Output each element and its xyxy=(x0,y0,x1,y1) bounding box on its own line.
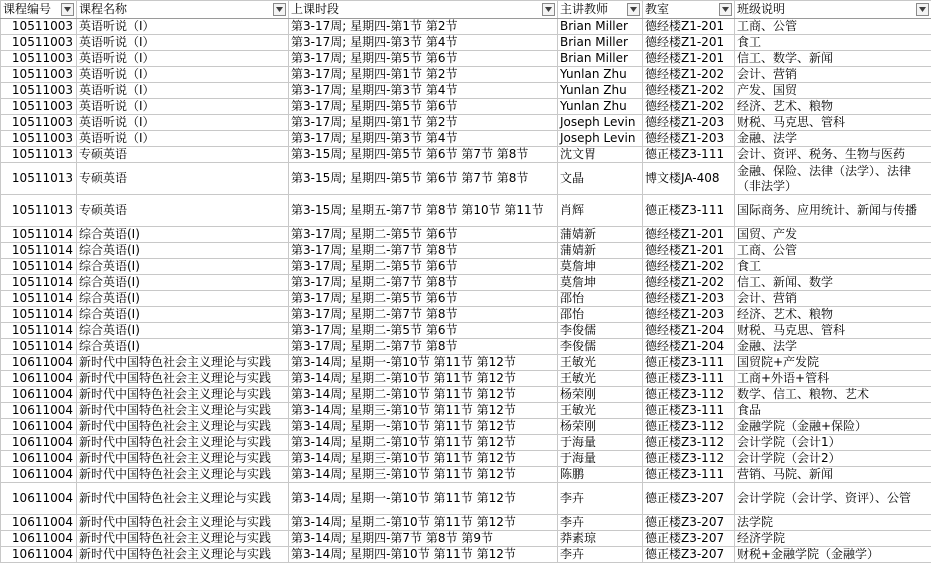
course-code-cell[interactable]: 10511014 xyxy=(1,259,77,275)
table-row xyxy=(1,83,931,99)
table-row xyxy=(1,131,931,147)
teacher-cell[interactable]: 莫詹坤 xyxy=(558,259,643,275)
dropdown-arrow-icon xyxy=(545,7,552,12)
course-code-cell[interactable]: 10611004 xyxy=(1,547,77,563)
table-row xyxy=(1,259,931,275)
teacher-cell[interactable]: 肖辉 xyxy=(558,195,643,227)
teacher-cell[interactable]: 蒲婧新 xyxy=(558,227,643,243)
classroom-cell[interactable]: 德经楼Z1-202 xyxy=(643,99,735,115)
header-cell-course-name xyxy=(77,1,289,19)
table-row xyxy=(1,483,931,515)
course-name-cell[interactable]: 英语听说（Ⅰ） xyxy=(77,83,289,99)
classroom-cell[interactable]: 德正楼Z3-207 xyxy=(643,547,735,563)
class-time-cell[interactable]: 第3-17周; 星期四-第3节 第4节 xyxy=(289,35,558,51)
class-time-cell[interactable]: 第3-17周; 星期四-第3节 第4节 xyxy=(289,83,558,99)
class-time-cell[interactable]: 第3-14周; 星期一-第10节 第11节 第12节 xyxy=(289,483,558,515)
teacher-cell[interactable]: 王敏光 xyxy=(558,371,643,387)
course-name-cell[interactable]: 综合英语(Ⅰ) xyxy=(77,259,289,275)
course-name-cell[interactable]: 新时代中国特色社会主义理论与实践 xyxy=(77,467,289,483)
table-row xyxy=(1,419,931,435)
classroom-cell[interactable]: 德正楼Z3-207 xyxy=(643,531,735,547)
teacher-cell[interactable]: 李俊儒 xyxy=(558,323,643,339)
classroom-cell[interactable]: 德经楼Z1-201 xyxy=(643,227,735,243)
course-name-cell[interactable]: 综合英语(Ⅰ) xyxy=(77,243,289,259)
course-name-cell[interactable]: 综合英语(Ⅰ) xyxy=(77,291,289,307)
course-code-cell[interactable]: 10511014 xyxy=(1,307,77,323)
header-label: 课程编号 xyxy=(3,2,52,16)
course-code-cell[interactable]: 10611004 xyxy=(1,419,77,435)
header-label: 主讲教师 xyxy=(560,2,609,16)
class-time-cell[interactable]: 第3-17周; 星期二-第7节 第8节 xyxy=(289,307,558,323)
class-notes-cell[interactable]: 经济、艺术、粮物 xyxy=(735,99,931,115)
table-row xyxy=(1,451,931,467)
course-name-cell[interactable]: 综合英语(Ⅰ) xyxy=(77,323,289,339)
class-time-cell[interactable]: 第3-17周; 星期四-第3节 第4节 xyxy=(289,131,558,147)
table-row xyxy=(1,547,931,563)
table-row xyxy=(1,99,931,115)
teacher-cell[interactable]: 于海量 xyxy=(558,435,643,451)
classroom-cell[interactable]: 德经楼Z1-201 xyxy=(643,19,735,35)
table-row xyxy=(1,531,931,547)
course-name-cell[interactable]: 专硕英语 xyxy=(77,195,289,227)
table-row xyxy=(1,35,931,51)
class-notes-cell[interactable]: 会计、资评、税务、生物与医药 xyxy=(735,147,931,163)
course-name-cell[interactable]: 英语听说（Ⅰ） xyxy=(77,99,289,115)
class-time-cell[interactable]: 第3-17周; 星期四-第1节 第2节 xyxy=(289,19,558,35)
course-name-cell[interactable]: 英语听说（Ⅰ） xyxy=(77,67,289,83)
classroom-cell[interactable]: 德正楼Z3-112 xyxy=(643,451,735,467)
class-time-cell[interactable]: 第3-14周; 星期四-第7节 第8节 第9节 xyxy=(289,531,558,547)
course-code-cell[interactable]: 10511013 xyxy=(1,163,77,195)
classroom-cell[interactable]: 德经楼Z1-203 xyxy=(643,307,735,323)
table-row xyxy=(1,19,931,35)
classroom-cell[interactable]: 德经楼Z1-201 xyxy=(643,35,735,51)
course-code-cell[interactable]: 10511013 xyxy=(1,147,77,163)
course-code-cell[interactable]: 10611004 xyxy=(1,451,77,467)
course-name-cell[interactable]: 综合英语(Ⅰ) xyxy=(77,307,289,323)
teacher-cell[interactable]: 蒲婧新 xyxy=(558,243,643,259)
table-row xyxy=(1,147,931,163)
dropdown-arrow-icon xyxy=(630,7,637,12)
class-time-cell[interactable]: 第3-15周; 星期五-第7节 第8节 第10节 第11节 xyxy=(289,195,558,227)
course-code-cell[interactable]: 10611004 xyxy=(1,531,77,547)
teacher-cell[interactable]: 陈鹏 xyxy=(558,467,643,483)
header-cell-class-notes xyxy=(735,1,931,19)
class-notes-cell[interactable]: 国际商务、应用统计、新闻与传播 xyxy=(735,195,931,227)
table-row xyxy=(1,275,931,291)
class-time-cell[interactable]: 第3-17周; 星期四-第5节 第6节 xyxy=(289,51,558,67)
header-row xyxy=(1,1,931,19)
course-code-cell[interactable]: 10511014 xyxy=(1,243,77,259)
classroom-cell[interactable]: 德经楼Z1-203 xyxy=(643,115,735,131)
course-code-cell[interactable]: 10511014 xyxy=(1,323,77,339)
teacher-cell[interactable]: 李卉 xyxy=(558,515,643,531)
course-code-cell[interactable]: 10511003 xyxy=(1,131,77,147)
course-name-cell[interactable]: 综合英语(Ⅰ) xyxy=(77,227,289,243)
class-time-cell[interactable]: 第3-14周; 星期四-第10节 第11节 第12节 xyxy=(289,547,558,563)
class-time-cell[interactable]: 第3-17周; 星期二-第5节 第6节 xyxy=(289,291,558,307)
teacher-cell[interactable]: 文晶 xyxy=(558,163,643,195)
teacher-cell[interactable]: Yunlan Zhu xyxy=(558,83,643,99)
class-time-cell[interactable]: 第3-17周; 星期二-第5节 第6节 xyxy=(289,227,558,243)
table-row xyxy=(1,195,931,227)
classroom-cell[interactable]: 德经楼Z1-201 xyxy=(643,51,735,67)
course-name-cell[interactable]: 新时代中国特色社会主义理论与实践 xyxy=(77,515,289,531)
dropdown-arrow-icon xyxy=(722,7,729,12)
table-row xyxy=(1,291,931,307)
table-row xyxy=(1,435,931,451)
filter-dropdown-button[interactable] xyxy=(542,3,555,16)
class-notes-cell[interactable]: 会计、营销 xyxy=(735,291,931,307)
teacher-cell[interactable]: 莽素琼 xyxy=(558,531,643,547)
class-time-cell[interactable]: 第3-17周; 星期二-第5节 第6节 xyxy=(289,323,558,339)
table-row xyxy=(1,163,931,195)
class-time-cell[interactable]: 第3-14周; 星期一-第10节 第11节 第12节 xyxy=(289,355,558,371)
table-row xyxy=(1,515,931,531)
class-time-cell[interactable]: 第3-14周; 星期二-第10节 第11节 第12节 xyxy=(289,435,558,451)
classroom-cell[interactable]: 德正楼Z3-207 xyxy=(643,515,735,531)
course-name-cell[interactable]: 综合英语(Ⅰ) xyxy=(77,339,289,355)
class-time-cell[interactable]: 第3-14周; 星期三-第10节 第11节 第12节 xyxy=(289,451,558,467)
course-code-cell[interactable]: 10511013 xyxy=(1,195,77,227)
class-notes-cell[interactable]: 信工、新闻、数学 xyxy=(735,275,931,291)
class-notes-cell[interactable]: 财税、马克思、管科 xyxy=(735,115,931,131)
classroom-cell[interactable]: 德经楼Z1-204 xyxy=(643,323,735,339)
class-notes-cell[interactable]: 会计学院（会计2） xyxy=(735,451,931,467)
course-code-cell[interactable]: 10511003 xyxy=(1,67,77,83)
teacher-cell[interactable]: 王敏光 xyxy=(558,355,643,371)
classroom-cell[interactable]: 德经楼Z1-202 xyxy=(643,83,735,99)
classroom-cell[interactable]: 德正楼Z3-111 xyxy=(643,147,735,163)
course-name-cell[interactable]: 新时代中国特色社会主义理论与实践 xyxy=(77,451,289,467)
course-code-cell[interactable]: 10511014 xyxy=(1,339,77,355)
class-time-cell[interactable]: 第3-17周; 星期二-第7节 第8节 xyxy=(289,243,558,259)
class-notes-cell[interactable]: 金融、法学 xyxy=(735,131,931,147)
teacher-cell[interactable]: 李俊儒 xyxy=(558,339,643,355)
course-code-cell[interactable]: 10511003 xyxy=(1,99,77,115)
table-row xyxy=(1,403,931,419)
class-notes-cell[interactable]: 食工 xyxy=(735,259,931,275)
table-row xyxy=(1,227,931,243)
course-name-cell[interactable]: 专硕英语 xyxy=(77,163,289,195)
class-notes-cell[interactable]: 工商+外语+管科 xyxy=(735,371,931,387)
classroom-cell[interactable]: 德经楼Z1-204 xyxy=(643,339,735,355)
header-cell-classroom xyxy=(643,1,735,19)
class-notes-cell[interactable]: 金融、法学 xyxy=(735,339,931,355)
filter-dropdown-button[interactable] xyxy=(916,3,929,16)
course-name-cell[interactable]: 英语听说（Ⅰ） xyxy=(77,131,289,147)
classroom-cell[interactable]: 德正楼Z3-111 xyxy=(643,355,735,371)
teacher-cell[interactable]: Yunlan Zhu xyxy=(558,99,643,115)
class-notes-cell[interactable]: 产发、国贸 xyxy=(735,83,931,99)
classroom-cell[interactable]: 德正楼Z3-207 xyxy=(643,483,735,515)
class-notes-cell[interactable]: 数学、信工、粮物、艺术 xyxy=(735,387,931,403)
class-time-cell[interactable]: 第3-17周; 星期四-第1节 第2节 xyxy=(289,115,558,131)
teacher-cell[interactable]: 邵怡 xyxy=(558,291,643,307)
teacher-cell[interactable]: Brian Miller xyxy=(558,51,643,67)
class-time-cell[interactable]: 第3-14周; 星期一-第10节 第11节 第12节 xyxy=(289,419,558,435)
class-notes-cell[interactable]: 金融学院（金融+保险） xyxy=(735,419,931,435)
class-notes-cell[interactable]: 法学院 xyxy=(735,515,931,531)
course-code-cell[interactable]: 10511003 xyxy=(1,83,77,99)
classroom-cell[interactable]: 博文楼JA-408 xyxy=(643,163,735,195)
course-name-cell[interactable]: 新时代中国特色社会主义理论与实践 xyxy=(77,387,289,403)
teacher-cell[interactable]: 杨荣刚 xyxy=(558,387,643,403)
course-code-cell[interactable]: 10511003 xyxy=(1,51,77,67)
course-code-cell[interactable]: 10611004 xyxy=(1,515,77,531)
course-code-cell[interactable]: 10611004 xyxy=(1,483,77,515)
course-name-cell[interactable]: 新时代中国特色社会主义理论与实践 xyxy=(77,419,289,435)
table-row xyxy=(1,307,931,323)
class-time-cell[interactable]: 第3-15周; 星期四-第5节 第6节 第7节 第8节 xyxy=(289,163,558,195)
dropdown-arrow-icon xyxy=(919,7,926,12)
dropdown-arrow-icon xyxy=(64,7,71,12)
teacher-cell[interactable]: Joseph Levin xyxy=(558,131,643,147)
course-name-cell[interactable]: 新时代中国特色社会主义理论与实践 xyxy=(77,371,289,387)
header-cell-teacher xyxy=(558,1,643,19)
class-time-cell[interactable]: 第3-14周; 星期二-第10节 第11节 第12节 xyxy=(289,387,558,403)
teacher-cell[interactable]: 王敏光 xyxy=(558,403,643,419)
class-time-cell[interactable]: 第3-17周; 星期二-第5节 第6节 xyxy=(289,259,558,275)
table-row xyxy=(1,51,931,67)
course-code-cell[interactable]: 10511003 xyxy=(1,35,77,51)
course-code-cell[interactable]: 10511003 xyxy=(1,115,77,131)
teacher-cell[interactable]: Joseph Levin xyxy=(558,115,643,131)
class-time-cell[interactable]: 第3-14周; 星期二-第10节 第11节 第12节 xyxy=(289,515,558,531)
class-time-cell[interactable]: 第3-14周; 星期三-第10节 第11节 第12节 xyxy=(289,403,558,419)
course-name-cell[interactable]: 新时代中国特色社会主义理论与实践 xyxy=(77,531,289,547)
course-name-cell[interactable]: 新时代中国特色社会主义理论与实践 xyxy=(77,403,289,419)
class-time-cell[interactable]: 第3-17周; 星期四-第1节 第2节 xyxy=(289,67,558,83)
classroom-cell[interactable]: 德经楼Z1-201 xyxy=(643,243,735,259)
class-time-cell[interactable]: 第3-17周; 星期二-第7节 第8节 xyxy=(289,275,558,291)
teacher-cell[interactable]: Brian Miller xyxy=(558,35,643,51)
course-code-cell[interactable]: 10611004 xyxy=(1,435,77,451)
table-row xyxy=(1,323,931,339)
course-code-cell[interactable]: 10511014 xyxy=(1,291,77,307)
course-code-cell[interactable]: 10511014 xyxy=(1,227,77,243)
table-row xyxy=(1,387,931,403)
teacher-cell[interactable]: 莫詹坤 xyxy=(558,275,643,291)
table-row xyxy=(1,67,931,83)
teacher-cell[interactable]: 邵怡 xyxy=(558,307,643,323)
table-row xyxy=(1,371,931,387)
header-label: 上课时段 xyxy=(291,2,340,16)
course-name-cell[interactable]: 专硕英语 xyxy=(77,147,289,163)
course-name-cell[interactable]: 新时代中国特色社会主义理论与实践 xyxy=(77,483,289,515)
class-time-cell[interactable]: 第3-14周; 星期二-第10节 第11节 第12节 xyxy=(289,371,558,387)
class-notes-cell[interactable]: 金融、保险、法律（法学）、法律（非法学） xyxy=(735,163,931,195)
teacher-cell[interactable]: 李卉 xyxy=(558,547,643,563)
class-notes-cell[interactable]: 国贸、产发 xyxy=(735,227,931,243)
course-code-cell[interactable]: 10511014 xyxy=(1,275,77,291)
classroom-cell[interactable]: 德经楼Z1-202 xyxy=(643,67,735,83)
class-notes-cell[interactable]: 会计学院（会计学、资评）、公管 xyxy=(735,483,931,515)
course-code-cell[interactable]: 10611004 xyxy=(1,387,77,403)
classroom-cell[interactable]: 德正楼Z3-111 xyxy=(643,467,735,483)
course-name-cell[interactable]: 英语听说（Ⅰ） xyxy=(77,35,289,51)
table-row xyxy=(1,243,931,259)
header-label: 班级说明 xyxy=(737,2,786,16)
header-label: 课程名称 xyxy=(79,2,128,16)
teacher-cell[interactable]: Yunlan Zhu xyxy=(558,67,643,83)
course-code-cell[interactable]: 10611004 xyxy=(1,403,77,419)
course-name-cell[interactable]: 新时代中国特色社会主义理论与实践 xyxy=(77,355,289,371)
filter-dropdown-button[interactable] xyxy=(627,3,640,16)
classroom-cell[interactable]: 德正楼Z3-112 xyxy=(643,435,735,451)
class-notes-cell[interactable]: 会计学院（会计1） xyxy=(735,435,931,451)
class-notes-cell[interactable]: 财税、马克思、管科 xyxy=(735,323,931,339)
course-code-cell[interactable]: 10511003 xyxy=(1,19,77,35)
teacher-cell[interactable]: 于海量 xyxy=(558,451,643,467)
header-cell-class-time xyxy=(289,1,558,19)
teacher-cell[interactable]: Brian Miller xyxy=(558,19,643,35)
table-row xyxy=(1,339,931,355)
course-name-cell[interactable]: 新时代中国特色社会主义理论与实践 xyxy=(77,435,289,451)
filter-dropdown-button[interactable] xyxy=(719,3,732,16)
class-notes-cell[interactable]: 信工、数学、新闻 xyxy=(735,51,931,67)
class-notes-cell[interactable]: 财税+金融学院（金融学） xyxy=(735,547,931,563)
class-time-cell[interactable]: 第3-14周; 星期三-第10节 第11节 第12节 xyxy=(289,467,558,483)
header-label: 教室 xyxy=(645,2,670,16)
class-notes-cell[interactable]: 食工 xyxy=(735,35,931,51)
course-name-cell[interactable]: 英语听说（Ⅰ） xyxy=(77,19,289,35)
sheet-body xyxy=(1,1,931,563)
classroom-cell[interactable]: 德正楼Z3-112 xyxy=(643,387,735,403)
table-row xyxy=(1,115,931,131)
class-time-cell[interactable]: 第3-17周; 星期四-第5节 第6节 xyxy=(289,99,558,115)
class-notes-cell[interactable]: 工商、公管 xyxy=(735,19,931,35)
class-time-cell[interactable]: 第3-15周; 星期四-第5节 第6节 第7节 第8节 xyxy=(289,147,558,163)
classroom-cell[interactable]: 德经楼Z1-203 xyxy=(643,291,735,307)
teacher-cell[interactable]: 李卉 xyxy=(558,483,643,515)
classroom-cell[interactable]: 德正楼Z3-111 xyxy=(643,403,735,419)
classroom-cell[interactable]: 德正楼Z3-111 xyxy=(643,371,735,387)
class-notes-cell[interactable]: 工商、公管 xyxy=(735,243,931,259)
dropdown-arrow-icon xyxy=(276,7,283,12)
classroom-cell[interactable]: 德经楼Z1-202 xyxy=(643,275,735,291)
table-row xyxy=(1,467,931,483)
table-row xyxy=(1,355,931,371)
classroom-cell[interactable]: 德正楼Z3-111 xyxy=(643,195,735,227)
course-name-cell[interactable]: 新时代中国特色社会主义理论与实践 xyxy=(77,547,289,563)
class-notes-cell[interactable]: 食品 xyxy=(735,403,931,419)
class-notes-cell[interactable]: 国贸院+产发院 xyxy=(735,355,931,371)
course-code-cell[interactable]: 10611004 xyxy=(1,371,77,387)
class-notes-cell[interactable]: 营销、马院、新闻 xyxy=(735,467,931,483)
course-code-cell[interactable]: 10611004 xyxy=(1,355,77,371)
teacher-cell[interactable]: 沈文胃 xyxy=(558,147,643,163)
course-name-cell[interactable]: 综合英语(Ⅰ) xyxy=(77,275,289,291)
filter-dropdown-button[interactable] xyxy=(61,3,74,16)
course-name-cell[interactable]: 英语听说（Ⅰ） xyxy=(77,51,289,67)
class-notes-cell[interactable]: 经济学院 xyxy=(735,531,931,547)
teacher-cell[interactable]: 杨荣刚 xyxy=(558,419,643,435)
classroom-cell[interactable]: 德正楼Z3-112 xyxy=(643,419,735,435)
class-notes-cell[interactable]: 经济、艺术、粮物 xyxy=(735,307,931,323)
course-code-cell[interactable]: 10611004 xyxy=(1,467,77,483)
header-cell-course-code xyxy=(1,1,77,19)
class-notes-cell[interactable]: 会计、营销 xyxy=(735,67,931,83)
class-time-cell[interactable]: 第3-17周; 星期二-第7节 第8节 xyxy=(289,339,558,355)
filter-dropdown-button[interactable] xyxy=(273,3,286,16)
classroom-cell[interactable]: 德经楼Z1-203 xyxy=(643,131,735,147)
classroom-cell[interactable]: 德经楼Z1-202 xyxy=(643,259,735,275)
course-name-cell[interactable]: 英语听说（Ⅰ） xyxy=(77,115,289,131)
